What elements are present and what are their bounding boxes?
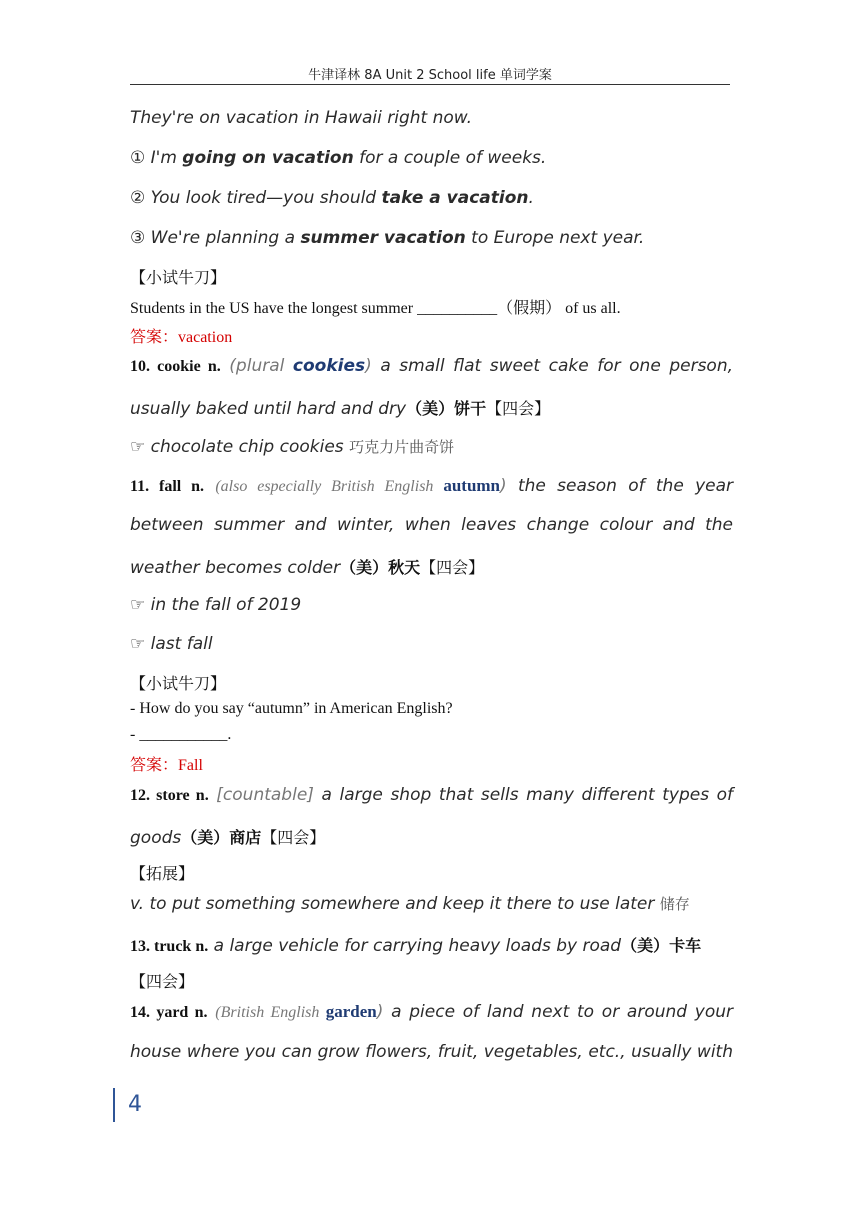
vacation-example: They're on vacation in Hawaii right now. <box>130 108 473 128</box>
practice-q1: - How do you say “autumn” in American English? <box>130 700 453 717</box>
entry-store-line2: goods（美）商店【四会】 <box>130 828 326 848</box>
entry-fall-line2: between summer and winter, when leaves change colour and the <box>130 515 733 535</box>
entry-cookie-line1: 10. cookie n. (plural cookies) a small flat sweet cake for one person, <box>130 356 734 376</box>
entry-yard-line2: house where you can grow flowers, fruit, vegetables, etc., usually with <box>130 1042 733 1062</box>
page-number-bar <box>113 1088 115 1122</box>
header-rule <box>130 84 730 85</box>
page-number: 4 <box>128 1092 142 1117</box>
practice-answer-2: 答案：Fall <box>130 757 203 774</box>
entry-fall-line1: 11. fall n. (also especially British English autumn) the season of the year <box>130 476 734 496</box>
entry-store-line1: 12. store n. [countable] a large shop that sells many different types of <box>130 785 734 805</box>
cookie-phrase: ☞ chocolate chip cookies 巧克力片曲奇饼 <box>130 437 455 457</box>
entry-yard-line1: 14. yard n. (British English garden) a piece of land next to or around your <box>130 1002 734 1022</box>
practice-label-2: 【小试牛刀】 <box>130 674 227 693</box>
truck-tag: 【四会】 <box>130 972 195 991</box>
extend-label: 【拓展】 <box>130 864 195 883</box>
entry-fall-line3: weather becomes colder（美）秋天【四会】 <box>130 558 485 578</box>
practice-label: 【小试牛刀】 <box>130 268 227 287</box>
entry-truck: 13. truck n. a large vehicle for carrying heavy loads by road（美）卡车 <box>130 936 702 956</box>
vacation-example-2: ② You look tired—you should take a vacation. <box>130 188 534 208</box>
page-header: 牛津译林 8A Unit 2 School life 单词学案 <box>308 68 552 83</box>
vacation-example-1: ① I'm going on vacation for a couple of weeks. <box>130 148 547 168</box>
practice-answer: 答案：vacation <box>130 329 233 346</box>
store-verb: v. to put something somewhere and keep it there to use later 储存 <box>130 894 690 914</box>
vacation-example-3: ③ We're planning a summer vacation to Europe next year. <box>130 228 645 248</box>
practice-q2: - ___________. <box>130 726 232 743</box>
entry-cookie-line2: usually baked until hard and dry（美）饼干【四会】 <box>130 399 551 419</box>
fall-phrase-2: ☞ last fall <box>130 634 213 654</box>
practice-question: Students in the US have the longest summer __________（假期） of us all. <box>130 300 621 317</box>
fall-phrase-1: ☞ in the fall of 2019 <box>130 595 302 615</box>
